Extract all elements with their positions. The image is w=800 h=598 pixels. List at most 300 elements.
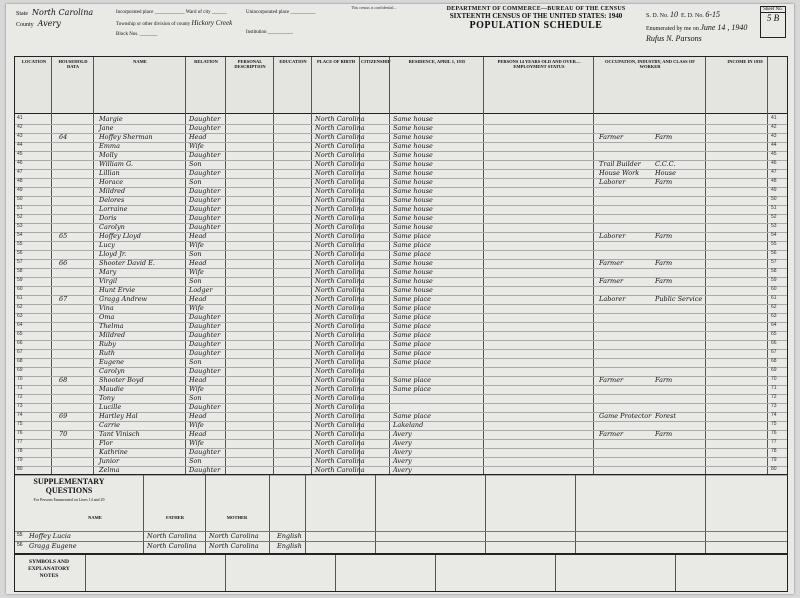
birthplace: North Carolina — [315, 268, 365, 276]
line-number: 71 — [17, 385, 23, 391]
population-grid — [14, 56, 788, 476]
person-name: Molly — [99, 151, 118, 159]
line-number-right: 61 — [771, 295, 777, 301]
line-number: 42 — [17, 124, 23, 130]
top-note: This census is confidential... — [351, 5, 397, 10]
person-name: Hoffey Sherman — [99, 133, 153, 141]
line-number: 69 — [17, 367, 23, 373]
county-value: Avery — [37, 19, 61, 28]
col-occupation: OCCUPATION, INDUSTRY, AND CLASS OF WORKER — [604, 59, 696, 69]
relation: Wife — [189, 268, 204, 276]
relation: Son — [189, 394, 202, 402]
line-number: 51 — [17, 205, 23, 211]
person-name: Lillian — [99, 169, 120, 177]
line-number: 73 — [17, 403, 23, 409]
birthplace: North Carolina — [315, 448, 365, 456]
residence-1935: Same house — [393, 160, 433, 168]
relation: Wife — [189, 385, 204, 393]
relation: Head — [189, 133, 207, 141]
relation: Head — [189, 412, 207, 420]
industry: Farm — [655, 133, 673, 141]
relation: Daughter — [189, 322, 221, 330]
line-number-right: 43 — [771, 133, 777, 139]
birthplace: North Carolina — [315, 241, 365, 249]
line-number-right: 62 — [771, 304, 777, 310]
birthplace: North Carolina — [315, 232, 365, 240]
relation: Head — [189, 232, 207, 240]
house-number: 69 — [59, 412, 68, 420]
col-citizenship: CITIZENSHIP — [361, 59, 391, 64]
birthplace: North Carolina — [315, 223, 365, 231]
residence-1935: Lakeland — [393, 421, 424, 429]
line-number: 41 — [17, 115, 23, 121]
col-education: EDUCATION — [279, 59, 307, 64]
line-number: 62 — [17, 304, 23, 310]
line-number-right: 57 — [771, 259, 777, 265]
line-number: 60 — [17, 286, 23, 292]
line-number-right: 79 — [771, 457, 777, 463]
line-number: 44 — [17, 142, 23, 148]
person-name: Mildred — [99, 187, 126, 195]
residence-1935: Same place — [393, 295, 432, 303]
person-name: Lucille — [99, 403, 122, 411]
line-number: 59 — [17, 277, 23, 283]
occupation: Farmer — [599, 376, 624, 384]
line-number-right: 59 — [771, 277, 777, 283]
birthplace: North Carolina — [315, 394, 365, 402]
col-location: LOCATION — [21, 59, 47, 64]
department-title: DEPARTMENT OF COMMERCE—BUREAU OF THE CENSUS — [446, 6, 626, 12]
relation: Daughter — [189, 169, 221, 177]
col-household: HOUSEHOLD DATA — [58, 59, 88, 69]
relation: Daughter — [189, 403, 221, 411]
line-number: 63 — [17, 313, 23, 319]
person-name: Vina — [99, 304, 114, 312]
line-number-right: 68 — [771, 358, 777, 364]
residence-1935: Same place — [393, 241, 432, 249]
person-name: Virgil — [99, 277, 118, 285]
residence-1935: Same place — [393, 412, 432, 420]
occupation: Farmer — [599, 277, 624, 285]
house-number: 68 — [59, 376, 68, 384]
industry: C.C.C. — [655, 160, 676, 168]
line-number-right: 80 — [771, 466, 777, 472]
relation: Wife — [189, 241, 204, 249]
supplementary-questions: SUPPLEMENTARY QUESTIONS For Persons Enumerated on Lines 14 and 29 NAME FATHER MOTHER 55 Hoffey Lucia North Carolina North Carolina English 56 Gragg Eugene North Carolina North Carolina English — [14, 474, 788, 554]
occupation: House Work — [599, 169, 640, 177]
person-name: Jane — [99, 124, 114, 132]
relation: Son — [189, 277, 202, 285]
birthplace: North Carolina — [315, 349, 365, 357]
birthplace: North Carolina — [315, 169, 365, 177]
line-number-right: 67 — [771, 349, 777, 355]
occupation: Farmer — [599, 133, 624, 141]
birthplace: North Carolina — [315, 250, 365, 258]
person-name: Carolyn — [99, 367, 125, 375]
relation: Daughter — [189, 223, 221, 231]
relation: Daughter — [189, 349, 221, 357]
occupation: Farmer — [599, 259, 624, 267]
column-headers — [15, 57, 787, 114]
relation: Head — [189, 376, 207, 384]
footer-legend: SYMBOLS AND EXPLANATORY NOTES — [28, 559, 70, 579]
residence-1935: Same house — [393, 196, 433, 204]
residence-1935: Avery — [393, 457, 412, 465]
line-number-right: 75 — [771, 421, 777, 427]
person-name: Lucy — [99, 241, 115, 249]
person-name: Gragg Andrew — [99, 295, 148, 303]
person-name: Lorraine — [99, 205, 128, 213]
relation: Son — [189, 250, 202, 258]
birthplace: North Carolina — [315, 259, 365, 267]
header-mid: Incorporated place ____________ Ward of city ______ Township or other division of county Hickory Creek Block Nos. _______ — [116, 10, 233, 37]
relation: Daughter — [189, 151, 221, 159]
relation: Head — [189, 430, 207, 438]
line-number: 53 — [17, 223, 23, 229]
residence-1935: Same place — [393, 304, 432, 312]
residence-1935: Same house — [393, 214, 433, 222]
birthplace: North Carolina — [315, 115, 365, 123]
residence-1935: Same house — [393, 115, 433, 123]
residence-1935: Same place — [393, 376, 432, 384]
line-number: 57 — [17, 259, 23, 265]
relation: Daughter — [189, 115, 221, 123]
col-relation: RELATION — [194, 59, 218, 64]
line-number-right: 50 — [771, 196, 777, 202]
relation: Daughter — [189, 214, 221, 222]
relation: Son — [189, 160, 202, 168]
line-number-right: 76 — [771, 430, 777, 436]
birthplace: North Carolina — [315, 457, 365, 465]
line-number: 54 — [17, 232, 23, 238]
house-number: 70 — [59, 430, 68, 438]
person-name: Maudie — [99, 385, 124, 393]
occupation: Game Protector — [599, 412, 652, 420]
person-name: Mary — [99, 268, 117, 276]
birthplace: North Carolina — [315, 367, 365, 375]
supplementary-row: 55 Hoffey Lucia North Carolina North Carolina English — [15, 531, 787, 541]
birthplace: North Carolina — [315, 304, 365, 312]
industry: House — [655, 169, 676, 177]
residence-1935: Avery — [393, 430, 412, 438]
line-number-right: 46 — [771, 160, 777, 166]
birthplace: North Carolina — [315, 277, 365, 285]
line-number: 74 — [17, 412, 23, 418]
industry: Farm — [655, 277, 673, 285]
col-income: INCOME IN 1939 — [727, 59, 763, 64]
census-title: SIXTEENTH CENSUS OF THE UNITED STATES: 1940 — [449, 12, 623, 20]
birthplace: North Carolina — [315, 322, 365, 330]
industry: Farm — [655, 430, 673, 438]
birthplace: North Carolina — [315, 187, 365, 195]
person-name: Flor — [99, 439, 113, 447]
relation: Daughter — [189, 367, 221, 375]
person-name: Shooter Boyd — [99, 376, 144, 384]
birthplace: North Carolina — [315, 160, 365, 168]
line-number-right: 72 — [771, 394, 777, 400]
header-mid-2: Unincorporated place __________ Institution __________ — [246, 10, 316, 35]
col-personal: PERSONAL DESCRIPTION — [234, 59, 266, 69]
residence-1935: Same place — [393, 232, 432, 240]
person-name: Delores — [99, 196, 125, 204]
birthplace: North Carolina — [315, 205, 365, 213]
birthplace: North Carolina — [315, 124, 365, 132]
line-number: 75 — [17, 421, 23, 427]
relation: Wife — [189, 304, 204, 312]
birthplace: North Carolina — [315, 430, 365, 438]
line-number-right: 73 — [771, 403, 777, 409]
col-birthplace: PLACE OF BIRTH — [317, 59, 355, 64]
relation: Head — [189, 295, 207, 303]
state-value: North Carolina — [32, 8, 94, 17]
industry: Farm — [655, 178, 673, 186]
enumerator-signature: Rufus N. Parsons — [646, 34, 702, 43]
col-residence: RESIDENCE, APRIL 1, 1935 — [408, 59, 466, 64]
line-number-right: 47 — [771, 169, 777, 175]
residence-1935: Same house — [393, 277, 433, 285]
line-number-right: 41 — [771, 115, 777, 121]
line-number: 79 — [17, 457, 23, 463]
line-number: 70 — [17, 376, 23, 382]
census-sheet — [6, 4, 794, 594]
relation: Daughter — [189, 466, 221, 474]
residence-1935: Same place — [393, 349, 432, 357]
line-number: 66 — [17, 340, 23, 346]
line-number-right: 77 — [771, 439, 777, 445]
birthplace: North Carolina — [315, 142, 365, 150]
line-number: 80 — [17, 466, 23, 472]
residence-1935: Same place — [393, 322, 432, 330]
residence-1935: Same house — [393, 142, 433, 150]
person-name: Kathrine — [99, 448, 128, 456]
relation: Son — [189, 457, 202, 465]
person-name: William G. — [99, 160, 134, 168]
person-name: Carolyn — [99, 223, 125, 231]
birthplace: North Carolina — [315, 340, 365, 348]
person-name: Lloyd Jr. — [99, 250, 127, 258]
person-name: Carrie — [99, 421, 120, 429]
birthplace: North Carolina — [315, 376, 365, 384]
industry: Public Service — [655, 295, 703, 303]
line-number-right: 63 — [771, 313, 777, 319]
birthplace: North Carolina — [315, 466, 365, 474]
residence-1935: Same place — [393, 250, 432, 258]
birthplace: North Carolina — [315, 412, 365, 420]
occupation: Farmer — [599, 430, 624, 438]
person-name: Mildred — [99, 331, 126, 339]
line-number-right: 55 — [771, 241, 777, 247]
birthplace: North Carolina — [315, 313, 365, 321]
line-number-right: 45 — [771, 151, 777, 157]
line-number: 56 — [17, 250, 23, 256]
person-name: Shooter David E. — [99, 259, 155, 267]
supplementary-row: 56 Gragg Eugene North Carolina North Carolina English — [15, 541, 787, 551]
line-number: 55 — [17, 241, 23, 247]
birthplace: North Carolina — [315, 358, 365, 366]
birthplace: North Carolina — [315, 151, 365, 159]
person-name: Hartley Hal — [99, 412, 138, 420]
person-name: Thelma — [99, 322, 124, 330]
line-number-right: 74 — [771, 412, 777, 418]
line-number-right: 60 — [771, 286, 777, 292]
residence-1935: Same house — [393, 124, 433, 132]
line-number-right: 70 — [771, 376, 777, 382]
occupation: Trail Builder — [599, 160, 641, 168]
birthplace: North Carolina — [315, 385, 365, 393]
line-number-right: 65 — [771, 331, 777, 337]
house-number: 66 — [59, 259, 68, 267]
line-number-right: 44 — [771, 142, 777, 148]
industry: Forest — [655, 412, 676, 420]
residence-1935: Avery — [393, 466, 412, 474]
relation: Daughter — [189, 124, 221, 132]
birthplace: North Carolina — [315, 421, 365, 429]
residence-1935: Same house — [393, 268, 433, 276]
house-number: 65 — [59, 232, 68, 240]
relation: Daughter — [189, 196, 221, 204]
residence-1935: Same place — [393, 385, 432, 393]
person-name: Tony — [99, 394, 115, 402]
person-name: Hunt Ervie — [99, 286, 136, 294]
col-employment: PERSONS 14 YEARS OLD AND OVER—EMPLOYMENT STATUS — [497, 59, 581, 69]
township-value: Hickory Creek — [191, 19, 233, 27]
residence-1935: Same house — [393, 259, 433, 267]
footer-notes — [14, 554, 788, 592]
occupation: Laborer — [599, 232, 626, 240]
birthplace: North Carolina — [315, 196, 365, 204]
occupation: Laborer — [599, 178, 626, 186]
person-name: Ruth — [99, 349, 115, 357]
district-numbers: S. D. No. 10 E. D. No. 6-15 Enumerated by me on June 14 , 1940 Rufus N. Parsons — [646, 10, 748, 43]
industry: Farm — [655, 376, 673, 384]
line-number-right: 54 — [771, 232, 777, 238]
line-number: 77 — [17, 439, 23, 445]
relation: Daughter — [189, 340, 221, 348]
population-rows — [15, 115, 787, 475]
line-number: 78 — [17, 448, 23, 454]
line-number: 46 — [17, 160, 23, 166]
residence-1935: Same house — [393, 205, 433, 213]
line-number: 52 — [17, 214, 23, 220]
residence-1935: Same house — [393, 178, 433, 186]
residence-1935: Avery — [393, 439, 412, 447]
line-number: 64 — [17, 322, 23, 328]
line-number: 58 — [17, 268, 23, 274]
relation: Lodger — [189, 286, 213, 294]
house-number: 64 — [59, 133, 68, 141]
relation: Head — [189, 259, 207, 267]
industry: Farm — [655, 259, 673, 267]
residence-1935: Same house — [393, 187, 433, 195]
relation: Son — [189, 358, 202, 366]
residence-1935: Same house — [393, 133, 433, 141]
line-number-right: 58 — [771, 268, 777, 274]
occupation: Laborer — [599, 295, 626, 303]
line-number: 43 — [17, 133, 23, 139]
birthplace: North Carolina — [315, 214, 365, 222]
line-number-right: 71 — [771, 385, 777, 391]
residence-1935: Same house — [393, 223, 433, 231]
relation: Daughter — [189, 205, 221, 213]
line-number-right: 78 — [771, 448, 777, 454]
residence-1935: Same place — [393, 331, 432, 339]
line-number: 49 — [17, 187, 23, 193]
line-number: 47 — [17, 169, 23, 175]
residence-1935: Same place — [393, 358, 432, 366]
person-name: Tant Vinisch — [99, 430, 140, 438]
residence-1935: Same house — [393, 151, 433, 159]
birthplace: North Carolina — [315, 286, 365, 294]
birthplace: North Carolina — [315, 439, 365, 447]
supplementary-title: SUPPLEMENTARY QUESTIONS For Persons Enumerated on Lines 14 and 29 — [33, 477, 105, 502]
line-number: 45 — [17, 151, 23, 157]
person-name: Emma — [99, 142, 120, 150]
person-name: Junior — [99, 457, 120, 465]
residence-1935: Same house — [393, 286, 433, 294]
relation: Daughter — [189, 187, 221, 195]
person-name: Ruby — [99, 340, 116, 348]
line-number: 61 — [17, 295, 23, 301]
relation: Son — [189, 178, 202, 186]
line-number-right: 64 — [771, 322, 777, 328]
relation: Daughter — [189, 313, 221, 321]
relation: Daughter — [189, 331, 221, 339]
line-number-right: 66 — [771, 340, 777, 346]
residence-1935: Same place — [393, 340, 432, 348]
line-number: 48 — [17, 178, 23, 184]
residence-1935: Avery — [393, 448, 412, 456]
person-name: Zelma — [99, 466, 120, 474]
header-left: State North Carolina County Avery — [16, 8, 94, 28]
line-number-right: 53 — [771, 223, 777, 229]
line-number-right: 51 — [771, 205, 777, 211]
line-number: 67 — [17, 349, 23, 355]
title-block — [426, 6, 646, 31]
line-number-right: 48 — [771, 178, 777, 184]
birthplace: North Carolina — [315, 295, 365, 303]
line-number-right: 69 — [771, 367, 777, 373]
line-number-right: 52 — [771, 214, 777, 220]
house-number: 67 — [59, 295, 68, 303]
sheet-number-box: Sheet No. 5 B — [760, 6, 786, 38]
relation: Daughter — [189, 448, 221, 456]
residence-1935: Same house — [393, 169, 433, 177]
line-number: 72 — [17, 394, 23, 400]
line-number-right: 56 — [771, 250, 777, 256]
person-name: Oma — [99, 313, 115, 321]
sheet-number: 5 B — [766, 13, 780, 23]
col-name: NAME — [133, 59, 147, 64]
schedule-title: POPULATION SCHEDULE — [469, 20, 603, 31]
birthplace: North Carolina — [315, 178, 365, 186]
relation: Wife — [189, 421, 204, 429]
person-name: Hoffey Lloyd — [99, 232, 141, 240]
person-name: Margie — [99, 115, 123, 123]
line-number: 68 — [17, 358, 23, 364]
residence-1935: Same place — [393, 313, 432, 321]
line-number: 76 — [17, 430, 23, 436]
line-number: 65 — [17, 331, 23, 337]
line-number-right: 42 — [771, 124, 777, 130]
birthplace: North Carolina — [315, 403, 365, 411]
birthplace: North Carolina — [315, 133, 365, 141]
relation: Wife — [189, 439, 204, 447]
person-name: Eugene — [99, 358, 124, 366]
relation: Wife — [189, 142, 204, 150]
birthplace: North Carolina — [315, 331, 365, 339]
industry: Farm — [655, 232, 673, 240]
person-name: Doris — [99, 214, 117, 222]
